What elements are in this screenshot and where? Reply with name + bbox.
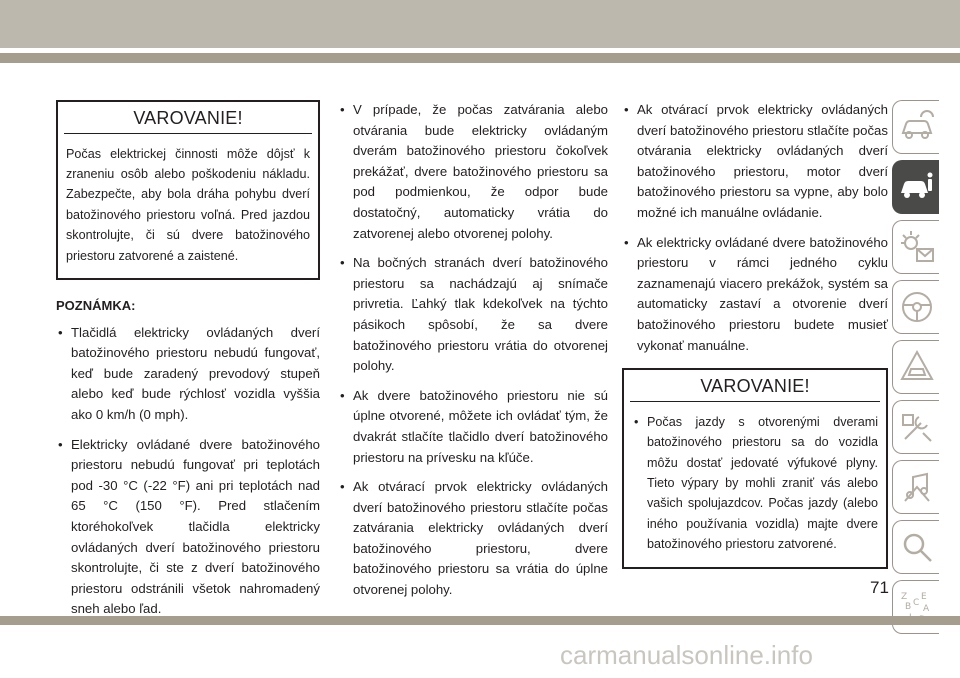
column-1 — [56, 100, 320, 629]
warning-box — [56, 100, 320, 280]
header-band — [0, 0, 960, 48]
page-number: 71 — [870, 578, 889, 597]
list-item: • Ak otvárací prvok elektricky ovládaných dverí batožinového priestoru stlačíte počas otvárania elektricky ovládaných dverí batožinového priestoru, motor dverí batožinového priestoru sa vypne, aby bolo možné ich manuálne ovládanie. — [622, 100, 888, 224]
tab-language-index[interactable] — [892, 580, 939, 634]
list-item: • Tlačidlá elektricky ovládaných dverí batožinového priestoru nebudú fungovať, keď bude zaradený prevodový stupeň alebo keď bude rýchlosť vozidla vyššia ako 0 km/h (0 mph). — [56, 323, 320, 426]
tab-hazard[interactable] — [892, 340, 939, 394]
warning-text: Počas elektrickej činnosti môže dôjsť k zraneniu osôb alebo poškodeniu nákladu. Zabezpečte, aby bola dráha pohybu dverí batožinového priestoru voľná. Pred jazdou skontrolujte, či sú dvere batožinového priestoru zatvorené a zaistené. — [66, 146, 310, 263]
search-icon — [899, 529, 935, 565]
note-title: POZNÁMKA: — [56, 298, 136, 314]
tab-car-info[interactable] — [892, 160, 939, 214]
svg-text:Z: Z — [901, 592, 908, 602]
footer-rule — [0, 616, 960, 625]
warning-list — [632, 412, 878, 555]
list-item: • V prípade, že počas zatvárania alebo otvárania bude elektricky ovládaným dverám batožinového priestoru čokoľvek prekážať, dvere batožinového priestoru sa pod podmienkou, že odpor bude dostatočný, automaticky vrátia do zatvorenej alebo otvorenej polohy. — [338, 100, 608, 244]
warning-box — [622, 368, 888, 568]
warning-light-message-icon — [899, 229, 935, 265]
warning-title: VAROVANIE! — [630, 370, 880, 402]
car-info-icon — [899, 169, 935, 205]
svg-text:C: C — [913, 598, 920, 608]
list-item: • Elektricky ovládané dvere batožinového priestoru nebudú fungovať pri teplotách pod -30 °C (-22 °F) ani pri teplotách nad 65 °C (150 °F). Pred stlačením ktoréhokoľvek tlačidla elektricky ovládaných dverí batožinového priestoru skontrolujte, či ste z dverí batožinového priestoru odstránili všetok nahromadený sneh alebo ľad. — [56, 435, 320, 620]
tab-steering[interactable] — [892, 280, 939, 334]
tab-car-gauge[interactable] — [892, 100, 939, 154]
tab-warning-lights[interactable] — [892, 220, 939, 274]
svg-text:E: E — [921, 592, 927, 602]
tab-service[interactable] — [892, 400, 939, 454]
steering-wheel-icon — [899, 289, 935, 325]
car-gauge-icon — [899, 109, 935, 145]
list-item: • Ak dvere batožinového priestoru nie sú úplne otvorené, môžete ich ovládať tým, že dvakrát stlačíte tlačidlo dverí batožinového priestoru na prívesku na kľúče. — [338, 386, 608, 468]
car-hazard-icon — [899, 349, 935, 385]
header-rule — [0, 53, 960, 63]
list-item: • Ak otvárací prvok elektricky ovládaných dverí batožinového priestoru stlačíte počas zatvárania elektricky ovládaných dverí batožinového priestoru, dvere batožinového priestoru sa vrátia do úplne otvorenej polohy. — [338, 477, 608, 601]
list-item: • Počas jazdy s otvorenými dverami batožinového priestoru sa do vozidla môžu dostať jedovaté výfukové plyny. Tieto výpary by mohli zraniť vás alebo vašich spolujazdcov. Počas jazdy (alebo iného používania vozidla) majte dvere batožinového priestoru zatvorené. — [632, 412, 878, 555]
warning-body — [624, 402, 886, 567]
service-tools-icon — [899, 409, 935, 445]
bullet-list — [622, 100, 888, 356]
tab-search[interactable] — [892, 520, 939, 574]
warning-title: VAROVANIE! — [64, 102, 312, 134]
bullet-list — [338, 100, 608, 601]
note-list — [56, 323, 320, 620]
chapter-tabs — [892, 100, 940, 640]
svg-text:A: A — [923, 604, 930, 614]
column-2 — [338, 100, 608, 610]
tab-multimedia[interactable] — [892, 460, 939, 514]
watermark: carmanualsonline.info — [560, 640, 813, 670]
list-item: • Ak elektricky ovládané dvere batožinového priestoru v rámci jedného cyklu zaznamenajú viacero prekážok, systém sa automaticky zastaví a otvorenie dverí batožinového priestoru budete musieť vykonať manuálne. — [622, 233, 888, 357]
column-3 — [622, 100, 888, 585]
multimedia-icon — [899, 469, 935, 505]
svg-text:B: B — [905, 602, 912, 612]
list-item: • Na bočných stranách dverí batožinového priestoru sa nachádzajú aj snímače privretia. Ľahký tlak kdekoľvek na týchto pásikoch spôsobí, že sa dvere batožinového priestoru vrátia do otvorenej polohy. — [338, 253, 608, 377]
